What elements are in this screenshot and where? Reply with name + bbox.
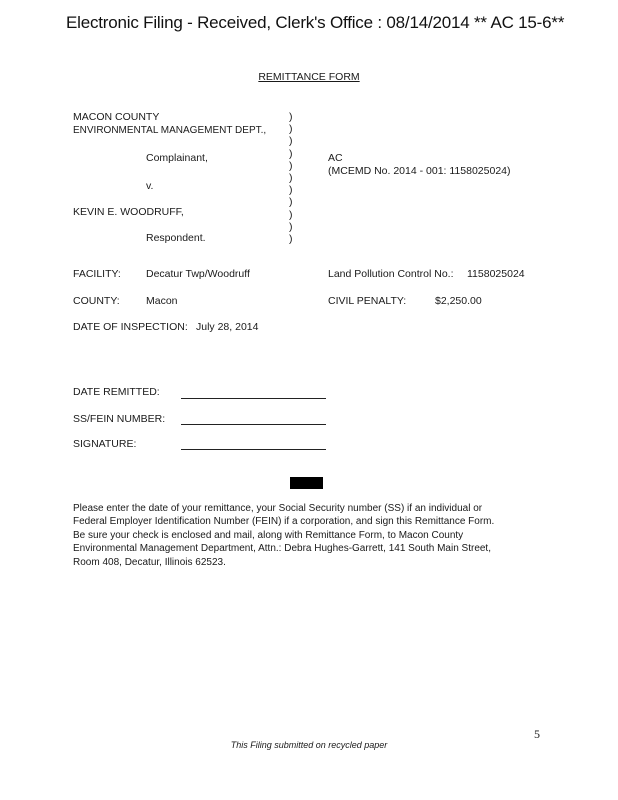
instruction-line: Be sure your check is enclosed and mail, along with Remittance Form, to Macon County — [73, 529, 464, 541]
instruction-line: Room 408, Decatur, Illinois 62523. — [73, 556, 226, 568]
respondent-name: KEVIN E. WOODRUFF, — [73, 206, 184, 218]
page-number: 5 — [534, 727, 540, 741]
respondent-label: Respondent. — [146, 232, 206, 244]
caption-paren: ) — [289, 196, 293, 209]
caption-paren: ) — [289, 233, 293, 246]
instructions-paragraph — [73, 502, 553, 569]
lpc-label: Land Pollution Control No.: — [328, 268, 454, 280]
caption-paren: ) — [289, 135, 293, 148]
date-remitted-field[interactable] — [181, 398, 326, 399]
complainant-label: Complainant, — [146, 152, 208, 164]
recycled-paper-note: This Filing submitted on recycled paper — [230, 740, 388, 750]
civil-penalty-value: $2,250.00 — [435, 295, 482, 307]
complainant-name-line2: ENVIRONMENTAL MANAGEMENT DEPT., — [73, 125, 267, 136]
ss-fein-field[interactable] — [181, 424, 326, 425]
ss-fein-label: SS/FEIN NUMBER: — [73, 413, 166, 425]
caption-parentheses — [289, 111, 293, 245]
inspection-value: July 28, 2014 — [196, 321, 259, 333]
signature-label: SIGNATURE: — [73, 438, 137, 450]
signature-field[interactable] — [181, 449, 326, 450]
instruction-line: Environmental Management Department, Attn.: Debra Hughes-Garrett, 141 South Main Street, — [73, 543, 491, 555]
caption-paren: ) — [289, 172, 293, 185]
caption-paren: ) — [289, 147, 293, 160]
date-remitted-label: DATE REMITTED: — [73, 386, 160, 398]
versus-label: v. — [146, 180, 154, 192]
form-title: REMITTANCE FORM — [258, 71, 360, 83]
caption-paren: ) — [289, 208, 293, 221]
caption-paren: ) — [289, 184, 293, 197]
case-type: AC — [328, 152, 343, 164]
county-label: COUNTY: — [73, 295, 120, 307]
caption-paren: ) — [289, 159, 293, 172]
inspection-label: DATE OF INSPECTION: — [73, 321, 188, 333]
county-value: Macon — [146, 295, 178, 307]
instruction-line: Federal Employer Identification Number (FEIN) if a corporation, and sign this Remittance Form. — [73, 516, 495, 528]
caption-paren: ) — [289, 123, 293, 136]
caption-paren: ) — [289, 111, 293, 123]
civil-penalty-label: CIVIL PENALTY: — [328, 295, 407, 307]
facility-label: FACILITY: — [73, 268, 121, 280]
case-number: (MCEMD No. 2014 - 001: 1158025024) — [328, 165, 511, 177]
redaction-block — [290, 477, 323, 489]
lpc-value: 1158025024 — [467, 268, 525, 280]
complainant-name-line1: MACON COUNTY — [73, 111, 160, 123]
caption-paren: ) — [289, 220, 293, 233]
instruction-line: Please enter the date of your remittance, your Social Security number (SS) if an individual or — [73, 503, 483, 514]
filing-stamp-header: Electronic Filing - Received, Clerk's Office : 08/14/2014 ** AC 15-6** — [66, 13, 565, 32]
facility-value: Decatur Twp/Woodruff — [146, 268, 250, 280]
